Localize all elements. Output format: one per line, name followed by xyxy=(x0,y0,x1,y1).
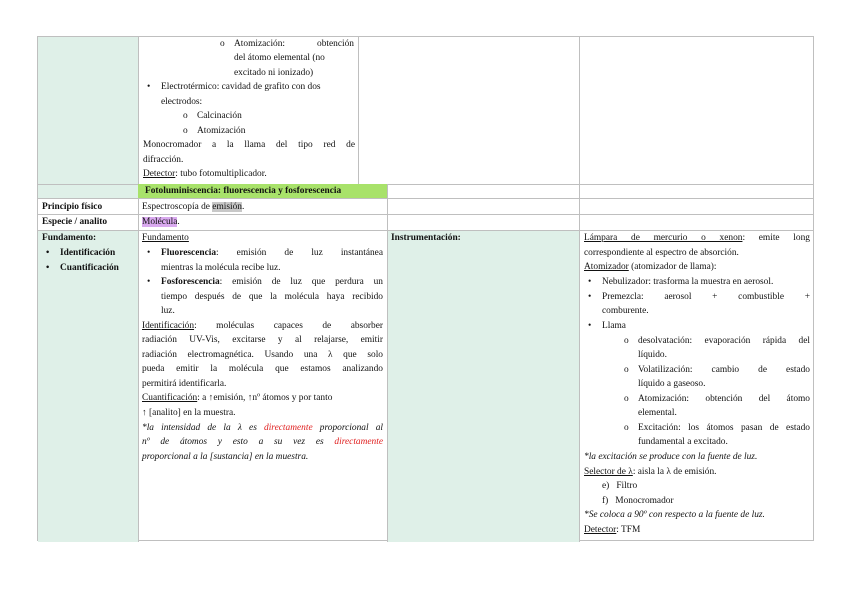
volatilizacion-item: o Volatilización: cambio de estado xyxy=(638,363,810,377)
instrumentacion-cell xyxy=(387,231,579,542)
atomizacion-llama-item: o Atomización: obtención del átomo xyxy=(638,392,810,406)
atomizacion-item-line3: excitado ni ionizado) xyxy=(234,68,314,78)
principio-label: Principio físico xyxy=(42,202,103,212)
monocromador-line1: Monocromador a la llama del tipo red de xyxy=(143,140,355,150)
excitacion-line2: fundamental a excitado. xyxy=(638,437,728,447)
especie-value: Molécula. xyxy=(142,217,180,227)
monocromador-item: f) Monocromador xyxy=(602,496,674,506)
cuantificacion-label: • Cuantificación xyxy=(60,261,119,275)
comparison-table xyxy=(37,36,814,541)
note-line3: proporcional a la [sustancia] en la muestra. xyxy=(142,452,309,462)
electrotermico-item: • Electrotérmico: cavidad de grafito con dos xyxy=(161,80,321,94)
selector-line: Selector de λ: aisla la λ de emisión. xyxy=(584,467,717,477)
excitacion-item: o Excitación: los átomos pasan de estado xyxy=(638,421,810,435)
especie-label: Especie / analito xyxy=(42,217,108,227)
identificacion-line3: radiación electromagnética. Usando una λ que solo xyxy=(142,350,383,360)
atomizacion-sub-item: o Atomización xyxy=(197,124,245,138)
section-title: Fotoluminiscencia: fluorescencia y fosforescencia xyxy=(145,186,342,196)
fosforescencia-line2: tiempo después de que la molécula haya recibido xyxy=(161,292,383,302)
note-line1: *la intensidad de la λ es directamente proporcional al xyxy=(142,423,384,433)
detector-line: Detector: TFM xyxy=(584,525,641,535)
identificacion-line1: Identificación: moléculas capaces de absorber xyxy=(142,321,383,331)
atomizacion-llama-line2: elemental. xyxy=(638,408,677,418)
volatilizacion-line2: líquido a gaseoso. xyxy=(638,379,706,389)
desolvatacion-item: o desolvatación: evaporación rápida del xyxy=(638,334,810,348)
atomizador-line: Atomizador (atomizador de llama): xyxy=(584,262,717,272)
section-left-cell xyxy=(38,184,138,198)
principio-value: Espectroscopía de emisión. xyxy=(142,202,245,212)
cuantificacion-line2: ↑ [analito] en la muestra. xyxy=(142,408,236,418)
fundamento-label: Fundamento: xyxy=(42,233,97,243)
identificacion-label: • Identificación xyxy=(60,246,115,260)
note-90: *Se coloca a 90º con respecto a la fuente de luz. xyxy=(584,510,765,520)
cuantificacion-line1: Cuantificación: a ↑emisión, ↑nº átomos y por tanto xyxy=(142,393,333,403)
fluorescencia-item: • Fluorescencia: emisión de luz instantánea xyxy=(161,246,383,260)
fosforescencia-line3: luz. xyxy=(161,306,175,316)
lampara-line1: Lámpara de mercurio o xenon: emite long xyxy=(584,233,810,243)
fosforescencia-item: • Fosforescencia: emisión de luz que perdura un xyxy=(161,275,383,289)
top-left-cell xyxy=(38,37,138,184)
note-llama: *la excitación se produce con la fuente de luz. xyxy=(584,452,758,462)
filtro-item: e) Filtro xyxy=(602,481,638,491)
fluorescencia-line2: mientras la molécula recibe luz. xyxy=(161,263,281,273)
nebulizador-item: • Nebulizador: trasforma la muestra en aerosol. xyxy=(602,275,773,289)
electrotermico-line2: electrodos: xyxy=(161,97,203,107)
atomizacion-item-line2: del átomo elemental (no xyxy=(234,53,325,63)
calcinacion-item: o Calcinación xyxy=(197,109,242,123)
top-detector: Detector: tubo fotomultiplicador. xyxy=(143,169,267,179)
fundamento-left-cell xyxy=(38,231,138,542)
monocromador-line2: difracción. xyxy=(143,155,184,165)
premezcla-item: • Premezcla: aerosol + combustible + xyxy=(602,290,810,304)
note-line2: nº de átomos y esto a su vez es directamente xyxy=(142,437,383,447)
fundamento-title: Fundamento xyxy=(142,233,189,243)
identificacion-line4: pueda emitir la molécula que estamos analizando xyxy=(142,364,383,374)
desolvatacion-line2: líquido. xyxy=(638,350,667,360)
identificacion-line2: radiación UV-Vis, excitarse y al relajarse, emitir xyxy=(142,335,383,345)
lampara-line2: correspondiente al espectro de absorción. xyxy=(584,248,739,258)
section-title-cell xyxy=(138,184,387,198)
identificacion-line5: permitirá identificarla. xyxy=(142,379,227,389)
premezcla-line2: comburente. xyxy=(602,306,649,316)
atomizacion-item: o Atomización: obtención xyxy=(234,37,354,51)
instrumentacion-label: Instrumentación: xyxy=(391,233,461,243)
llama-item: • Llama xyxy=(602,319,626,333)
